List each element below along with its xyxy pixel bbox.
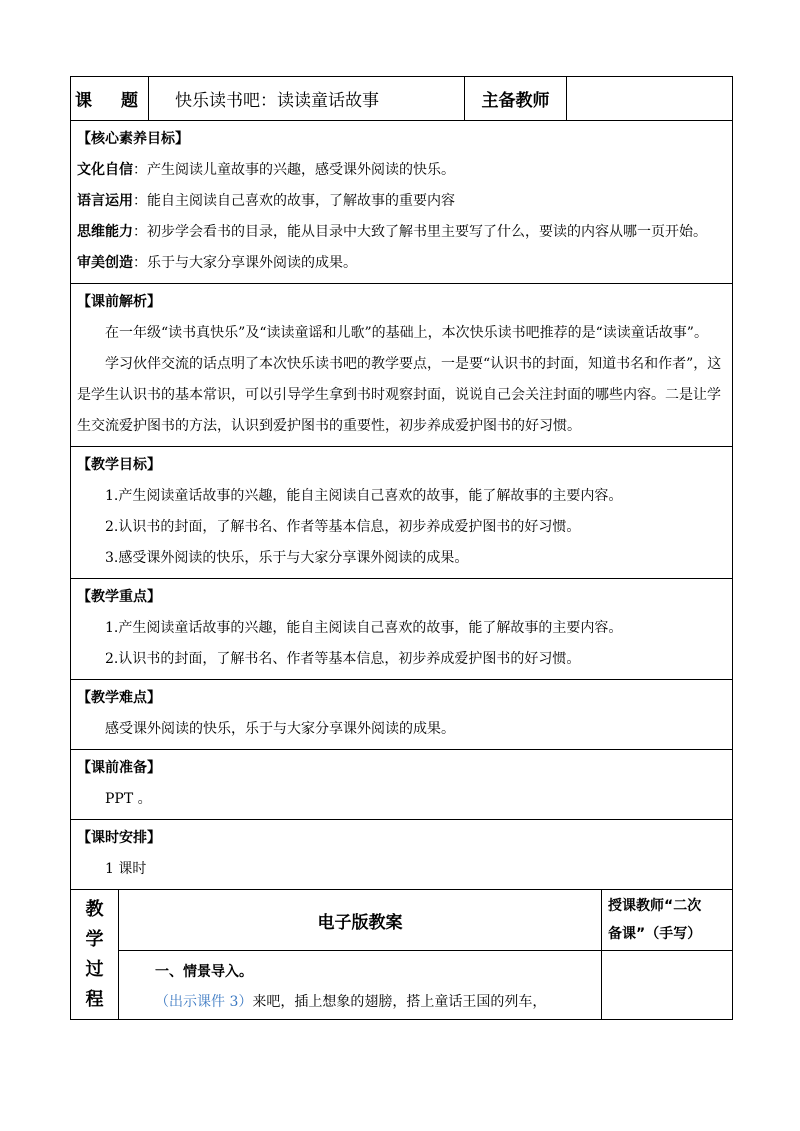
lesson-plan-page bbox=[70, 76, 732, 1020]
schedule-section bbox=[71, 820, 733, 890]
handwritten-column-title: 授课教师“二次 备课”（手写） bbox=[602, 890, 733, 951]
goals-section bbox=[71, 447, 733, 579]
process-body bbox=[119, 951, 602, 1020]
prep-text: PPT 。 bbox=[105, 791, 152, 807]
title-key: 课 题 bbox=[71, 77, 149, 121]
process-label-char: 学 bbox=[85, 928, 104, 950]
goal-item: 3.感受课外阅读的快乐，乐于与大家分享课外阅读的成果。 bbox=[105, 550, 469, 566]
core-row bbox=[71, 121, 733, 284]
core-item: 审美创造：乐于与大家分享课外阅读的成果。 bbox=[77, 255, 357, 271]
goal-item: 1.产生阅读童话故事的兴趣，能自主阅读自己喜欢的故事，能了解故事的主要内容。 bbox=[105, 488, 623, 504]
goal-item: 2.认识书的封面，了解书名、作者等基本信息，初步养成爱护图书的好习惯。 bbox=[105, 519, 581, 535]
schedule-heading: 【课时安排】 bbox=[77, 830, 161, 846]
focus-item: 2.认识书的封面，了解书名、作者等基本信息，初步养成爱护图书的好习惯。 bbox=[105, 651, 581, 667]
analysis-heading: 【课前解析】 bbox=[77, 294, 161, 310]
handwritten-column bbox=[602, 951, 733, 1020]
focus-heading: 【教学重点】 bbox=[77, 589, 161, 605]
core-section bbox=[71, 121, 733, 284]
goals-heading: 【教学目标】 bbox=[77, 457, 161, 473]
analysis-row bbox=[71, 284, 733, 447]
analysis-section bbox=[71, 284, 733, 447]
core-item: 语言运用：能自主阅读自己喜欢的故事，了解故事的重要内容 bbox=[77, 193, 455, 209]
core-heading: 【核心素养目标】 bbox=[77, 131, 189, 147]
difficulty-section bbox=[71, 680, 733, 750]
focus-item: 1.产生阅读童话故事的兴趣，能自主阅读自己喜欢的故事，能了解故事的主要内容。 bbox=[105, 620, 623, 636]
teacher-key: 主备教师 bbox=[465, 77, 567, 121]
header-row bbox=[71, 77, 733, 121]
process-label-char: 教 bbox=[85, 898, 104, 920]
prep-row bbox=[71, 750, 733, 820]
focus-row bbox=[71, 579, 733, 680]
goals-row bbox=[71, 447, 733, 579]
courseware-highlight: （出示课件 3） bbox=[155, 994, 253, 1010]
analysis-paragraph: 在一年级“读书真快乐”及“读读童谣和儿歌”的基础上，本次快乐读书吧推荐的是“读读童话故事”。 bbox=[105, 325, 708, 341]
analysis-paragraph: 学习伙伴交流的话点明了本次快乐读书吧的教学要点，一是要“认识书的封面，知道书名和作者”，这是学生认识书的基本常识，可以引导学生拿到书时观察封面，说说自己会关注封面的哪些内容。二是让学生交流爱护图书的方法，认识到爱护图书的重要性，初步养成爱护图书的好习惯。 bbox=[77, 356, 722, 434]
prep-heading: 【课前准备】 bbox=[77, 760, 161, 776]
process-label bbox=[71, 890, 119, 1020]
core-item: 思维能力：初步学会看书的目录，能从目录中大致了解书里主要写了什么，要读的内容从哪一页开始。 bbox=[77, 224, 707, 240]
process-table bbox=[70, 889, 733, 1020]
step-title: 一、情景导入。 bbox=[155, 964, 253, 980]
schedule-text: 1 课时 bbox=[105, 861, 147, 877]
title-value: 快乐读书吧：读读童话故事 bbox=[149, 77, 465, 121]
difficulty-text: 感受课外阅读的快乐，乐于与大家分享课外阅读的成果。 bbox=[105, 721, 455, 737]
process-header-row bbox=[71, 890, 733, 951]
core-item: 文化自信：产生阅读儿童故事的兴趣，感受课外阅读的快乐。 bbox=[77, 162, 455, 178]
electronic-plan-title: 电子版教案 bbox=[119, 890, 602, 951]
process-body-row bbox=[71, 951, 733, 1020]
teacher-value bbox=[567, 77, 733, 121]
schedule-row bbox=[71, 820, 733, 890]
prep-section bbox=[71, 750, 733, 820]
difficulty-row bbox=[71, 680, 733, 750]
difficulty-heading: 【教学难点】 bbox=[77, 690, 161, 706]
process-label-char: 过 bbox=[85, 958, 104, 980]
focus-section bbox=[71, 579, 733, 680]
lesson-header-table bbox=[70, 76, 733, 890]
step-text: （出示课件 3）来吧，插上想象的翅膀，搭上童话王国的列车， bbox=[155, 994, 547, 1010]
process-label-char: 程 bbox=[85, 988, 104, 1010]
